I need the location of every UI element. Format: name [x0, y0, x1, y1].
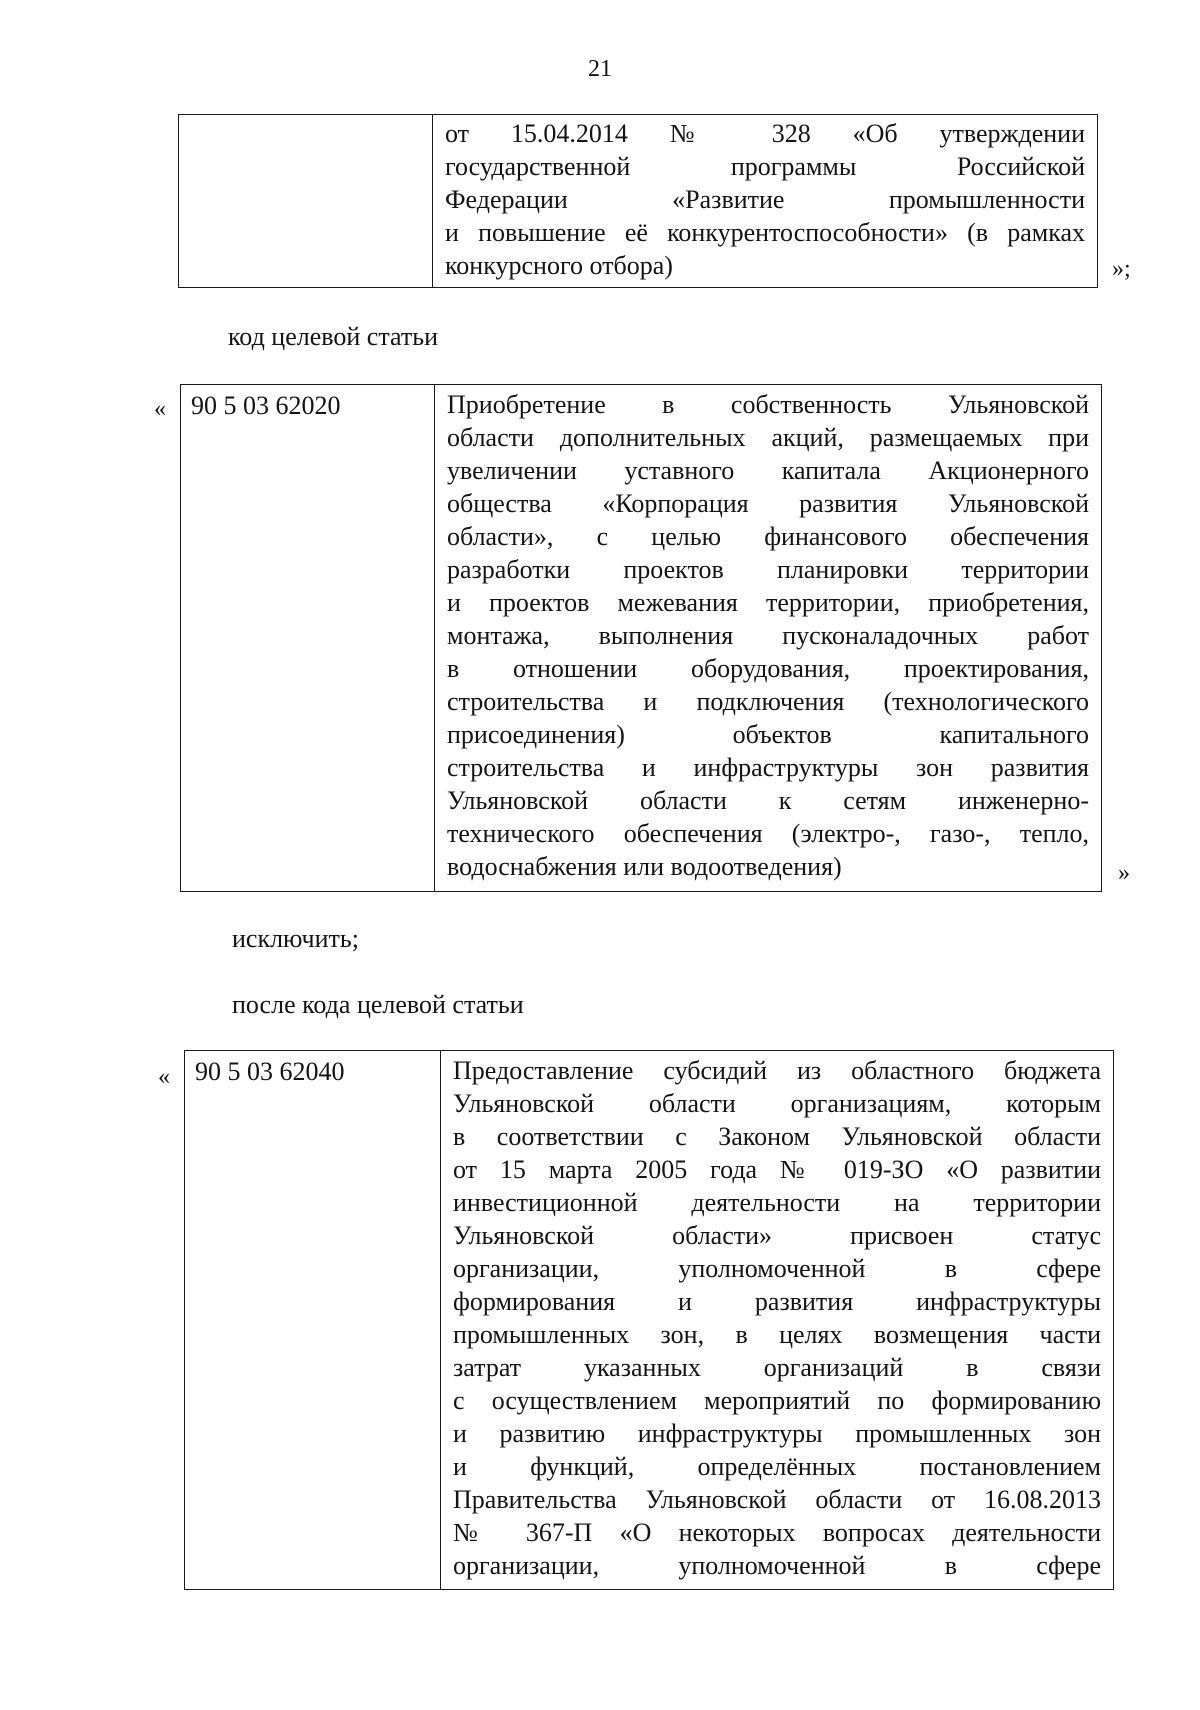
description-line: затрат указанных организаций в связи: [453, 1353, 1101, 1382]
description-line: области дополнительных акций, размещаемых при: [447, 423, 1089, 452]
closing-quote: »;: [1112, 256, 1131, 282]
opening-quote: «: [158, 1064, 170, 1090]
description-line: формирования и развития инфраструктуры: [453, 1287, 1101, 1316]
description-cell: [433, 115, 1097, 287]
description-line: Ульяновской области» присвоен статус: [453, 1221, 1101, 1250]
paragraph-target-code: код целевой статьи: [228, 322, 438, 351]
closing-quote: »: [1118, 860, 1130, 886]
description-line: государственной программы Российской: [445, 152, 1085, 181]
description-line: от 15.04.2014 № 328 «Об утверждении: [445, 119, 1085, 148]
table-target-code-62040: [184, 1050, 1114, 1590]
paragraph-exclude: исключить;: [232, 924, 359, 953]
description-line: с осуществлением мероприятий по формированию: [453, 1386, 1101, 1415]
description-line: технического обеспечения (электро-, газо-, тепло,: [447, 819, 1089, 848]
description-line: и развитию инфраструктуры промышленных зон: [453, 1419, 1101, 1448]
code-cell: 90 5 03 62040: [185, 1051, 441, 1589]
description-line: области», с целью финансового обеспечения: [447, 522, 1089, 551]
description-line: инвестиционной деятельности на территории: [453, 1188, 1101, 1217]
description-line: от 15 марта 2005 года № 019-ЗО «О развитии: [453, 1155, 1101, 1184]
description-line: в отношении оборудования, проектирования,: [447, 654, 1089, 683]
description-line: организации, уполномоченной в сфере: [453, 1254, 1101, 1283]
description-line: водоснабжения или водоотведения): [447, 852, 842, 881]
description-line: конкурсного отбора): [445, 251, 673, 280]
description-line: присоединения) объектов капитального: [447, 720, 1089, 749]
description-line: и функций, определённых постановлением: [453, 1452, 1101, 1481]
description-cell: [435, 385, 1101, 891]
description-line: промышленных зон, в целях возмещения части: [453, 1320, 1101, 1349]
description-cell: [441, 1051, 1113, 1589]
description-line: монтажа, выполнения пусконаладочных работ: [447, 621, 1089, 650]
description-line: строительства и инфраструктуры зон развития: [447, 753, 1089, 782]
description-line: разработки проектов планировки территории: [447, 555, 1089, 584]
description-line: Предоставление субсидий из областного бюджета: [453, 1056, 1101, 1085]
description-line: в соответствии с Законом Ульяновской области: [453, 1122, 1101, 1151]
table-target-code-62020: [180, 384, 1102, 892]
description-line: увеличении уставного капитала Акционерного: [447, 456, 1089, 485]
page-number: 21: [588, 56, 612, 82]
description-line: общества «Корпорация развития Ульяновской: [447, 489, 1089, 518]
code-cell: 90 5 03 62020: [181, 385, 435, 891]
description-line: Ульяновской области организациям, которым: [453, 1089, 1101, 1118]
description-line: организации, уполномоченной в сфере: [453, 1551, 1101, 1580]
table-continuation: [178, 114, 1098, 288]
description-line: Приобретение в собственность Ульяновской: [447, 390, 1089, 419]
description-line: № 367-П «О некоторых вопросах деятельности: [453, 1518, 1101, 1547]
description-line: и повышение её конкурентоспособности» (в рамках: [445, 218, 1085, 247]
description-line: Ульяновской области к сетям инженерно-: [447, 786, 1089, 815]
paragraph-after-target-code: после кода целевой статьи: [232, 990, 524, 1019]
description-line: и проектов межевания территории, приобретения,: [447, 588, 1089, 617]
code-cell: [179, 115, 433, 287]
description-line: строительства и подключения (технологического: [447, 687, 1089, 716]
description-line: Федерации «Развитие промышленности: [445, 185, 1085, 214]
description-line: Правительства Ульяновской области от 16.08.2013: [453, 1485, 1101, 1514]
opening-quote: «: [154, 396, 166, 422]
